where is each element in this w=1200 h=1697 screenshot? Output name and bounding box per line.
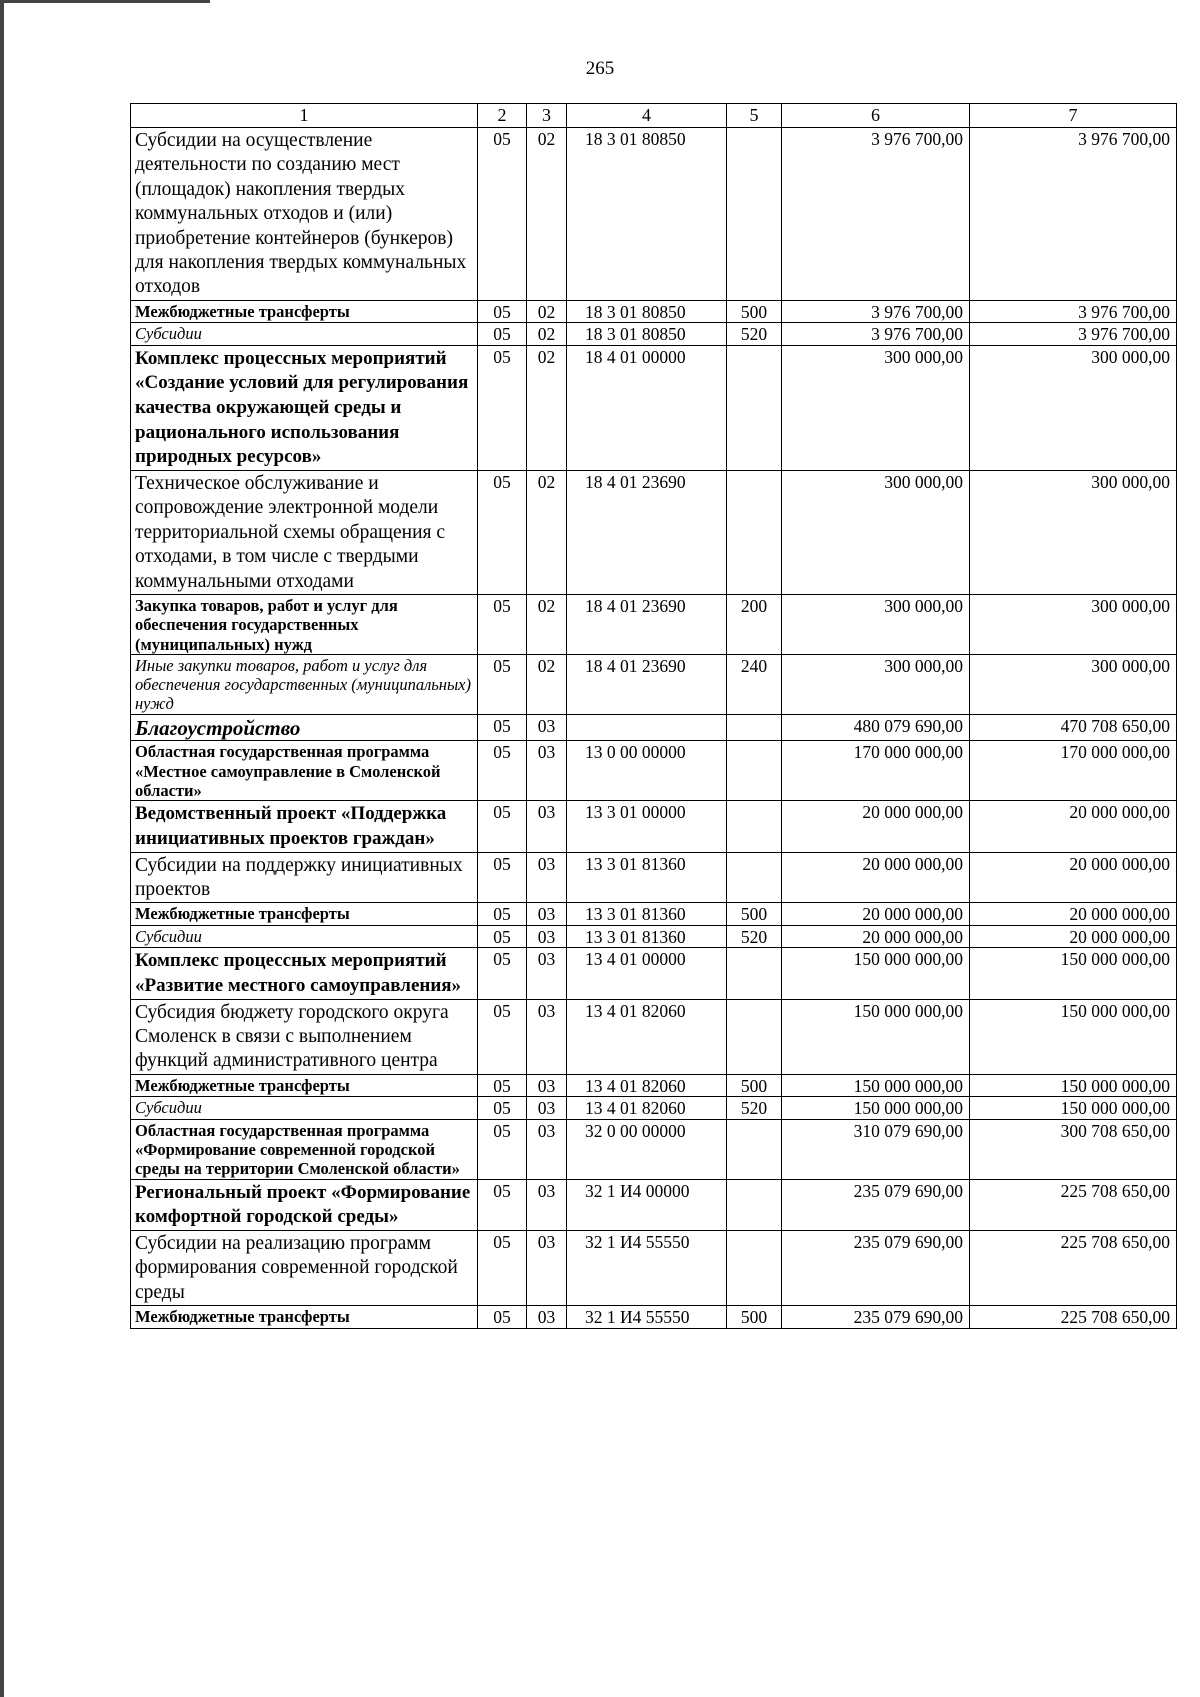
cell-sum-year-1: 3 976 700,00	[782, 128, 970, 301]
cell-name: Техническое обслуживание и сопровождение электронной модели территориальной схемы обращения с отходами, в том числе с твердыми коммунальными отходами	[131, 471, 478, 595]
cell-target-article: 32 0 00 00000	[567, 1119, 727, 1179]
cell-expense-type	[727, 948, 782, 999]
cell-sum-year-1: 300 000,00	[782, 471, 970, 595]
cell-target-article: 18 3 01 80850	[567, 323, 727, 345]
cell-sum-year-2: 20 000 000,00	[970, 903, 1177, 925]
cell-name: Ведомственный проект «Поддержка инициативных проектов граждан»	[131, 801, 478, 852]
cell-subsection: 03	[527, 1230, 567, 1305]
cell-expense-type: 500	[727, 300, 782, 322]
cell-target-article: 13 3 01 00000	[567, 801, 727, 852]
cell-name: Субсидии на реализацию программ формирования современной городской среды	[131, 1230, 478, 1305]
cell-subsection: 02	[527, 300, 567, 322]
cell-section: 05	[478, 471, 527, 595]
cell-expense-type	[727, 1119, 782, 1179]
cell-name: Благоустройство	[131, 714, 478, 741]
table-row	[131, 1179, 1177, 1230]
cell-expense-type: 500	[727, 1074, 782, 1096]
cell-section: 05	[478, 128, 527, 301]
cell-target-article: 13 3 01 81360	[567, 852, 727, 903]
cell-target-article	[567, 714, 727, 741]
cell-sum-year-1: 300 000,00	[782, 345, 970, 470]
cell-target-article: 13 4 01 82060	[567, 999, 727, 1074]
header-col-1: 1	[131, 104, 478, 128]
table-row	[131, 903, 1177, 925]
table-row	[131, 1119, 1177, 1179]
cell-expense-type	[727, 714, 782, 741]
cell-subsection: 03	[527, 903, 567, 925]
cell-name: Межбюджетные трансферты	[131, 1074, 478, 1096]
cell-target-article: 13 3 01 81360	[567, 925, 727, 947]
cell-name: Межбюджетные трансферты	[131, 1306, 478, 1328]
table-row	[131, 999, 1177, 1074]
cell-section: 05	[478, 999, 527, 1074]
cell-expense-type: 520	[727, 925, 782, 947]
header-col-6: 6	[782, 104, 970, 128]
table-row	[131, 1306, 1177, 1328]
cell-sum-year-1: 300 000,00	[782, 594, 970, 654]
cell-target-article: 18 3 01 80850	[567, 300, 727, 322]
cell-section: 05	[478, 1097, 527, 1119]
header-col-7: 7	[970, 104, 1177, 128]
cell-sum-year-2: 150 000 000,00	[970, 948, 1177, 999]
header-col-5: 5	[727, 104, 782, 128]
cell-subsection: 02	[527, 594, 567, 654]
cell-name: Субсидия бюджету городского округа Смоленск в связи с выполнением функций административного центра	[131, 999, 478, 1074]
cell-sum-year-2: 300 000,00	[970, 594, 1177, 654]
cell-sum-year-2: 300 000,00	[970, 471, 1177, 595]
budget-table	[130, 103, 1177, 1329]
cell-subsection: 03	[527, 1119, 567, 1179]
cell-sum-year-1: 20 000 000,00	[782, 801, 970, 852]
cell-sum-year-2: 225 708 650,00	[970, 1179, 1177, 1230]
cell-sum-year-1: 3 976 700,00	[782, 323, 970, 345]
table-row	[131, 741, 1177, 801]
cell-target-article: 18 4 01 00000	[567, 345, 727, 470]
cell-target-article: 13 3 01 81360	[567, 903, 727, 925]
cell-sum-year-2: 300 000,00	[970, 345, 1177, 470]
cell-section: 05	[478, 1230, 527, 1305]
cell-target-article: 18 3 01 80850	[567, 128, 727, 301]
cell-sum-year-1: 150 000 000,00	[782, 948, 970, 999]
cell-target-article: 18 4 01 23690	[567, 594, 727, 654]
cell-sum-year-2: 3 976 700,00	[970, 128, 1177, 301]
cell-subsection: 03	[527, 1074, 567, 1096]
cell-subsection: 03	[527, 925, 567, 947]
cell-name: Субсидии на поддержку инициативных проектов	[131, 852, 478, 903]
cell-sum-year-2: 150 000 000,00	[970, 999, 1177, 1074]
cell-sum-year-1: 20 000 000,00	[782, 925, 970, 947]
cell-expense-type	[727, 1179, 782, 1230]
cell-name: Субсидии	[131, 1097, 478, 1119]
cell-expense-type	[727, 852, 782, 903]
cell-section: 05	[478, 1179, 527, 1230]
header-col-4: 4	[567, 104, 727, 128]
scan-border-top	[0, 0, 210, 3]
cell-expense-type	[727, 741, 782, 801]
cell-target-article: 13 4 01 00000	[567, 948, 727, 999]
cell-name: Межбюджетные трансферты	[131, 300, 478, 322]
header-col-3: 3	[527, 104, 567, 128]
cell-subsection: 03	[527, 999, 567, 1074]
cell-section: 05	[478, 801, 527, 852]
cell-name: Субсидии на осуществление деятельности по созданию мест (площадок) накопления твердых коммунальных отходов и (или) приобретение контейнеров (бункеров) для накопления твердых коммунальных отходов	[131, 128, 478, 301]
cell-section: 05	[478, 654, 527, 714]
table-row	[131, 594, 1177, 654]
table-row	[131, 852, 1177, 903]
cell-name: Комплекс процессных мероприятий «Создание условий для регулирования качества окружающей среды и рационального использования природных ресурсов»	[131, 345, 478, 470]
cell-expense-type: 240	[727, 654, 782, 714]
table-row	[131, 300, 1177, 322]
cell-sum-year-2: 20 000 000,00	[970, 925, 1177, 947]
header-row	[131, 104, 1177, 128]
cell-section: 05	[478, 741, 527, 801]
cell-sum-year-1: 20 000 000,00	[782, 852, 970, 903]
cell-sum-year-2: 300 000,00	[970, 654, 1177, 714]
cell-expense-type	[727, 345, 782, 470]
cell-sum-year-1: 150 000 000,00	[782, 999, 970, 1074]
cell-sum-year-2: 20 000 000,00	[970, 801, 1177, 852]
cell-section: 05	[478, 594, 527, 654]
cell-sum-year-1: 150 000 000,00	[782, 1074, 970, 1096]
cell-name: Областная государственная программа «Формирование современной городской среды на территории Смоленской области»	[131, 1119, 478, 1179]
table-row	[131, 925, 1177, 947]
cell-sum-year-1: 3 976 700,00	[782, 300, 970, 322]
table-row	[131, 948, 1177, 999]
cell-subsection: 02	[527, 471, 567, 595]
cell-section: 05	[478, 948, 527, 999]
cell-target-article: 18 4 01 23690	[567, 654, 727, 714]
cell-sum-year-2: 300 708 650,00	[970, 1119, 1177, 1179]
cell-section: 05	[478, 1119, 527, 1179]
cell-subsection: 02	[527, 323, 567, 345]
cell-expense-type	[727, 471, 782, 595]
cell-section: 05	[478, 323, 527, 345]
cell-name: Областная государственная программа «Местное самоуправление в Смоленской области»	[131, 741, 478, 801]
cell-expense-type: 520	[727, 323, 782, 345]
table-row	[131, 1230, 1177, 1305]
cell-target-article: 32 1 И4 55550	[567, 1306, 727, 1328]
cell-subsection: 03	[527, 1179, 567, 1230]
cell-expense-type	[727, 1230, 782, 1305]
cell-target-article: 13 0 00 00000	[567, 741, 727, 801]
cell-sum-year-2: 170 000 000,00	[970, 741, 1177, 801]
cell-sum-year-2: 225 708 650,00	[970, 1230, 1177, 1305]
table-row	[131, 801, 1177, 852]
page-number: 265	[585, 58, 615, 79]
cell-expense-type: 520	[727, 1097, 782, 1119]
cell-sum-year-1: 150 000 000,00	[782, 1097, 970, 1119]
cell-name: Субсидии	[131, 323, 478, 345]
cell-subsection: 03	[527, 741, 567, 801]
table-row	[131, 471, 1177, 595]
cell-sum-year-1: 480 079 690,00	[782, 714, 970, 741]
cell-target-article: 18 4 01 23690	[567, 471, 727, 595]
cell-sum-year-2: 3 976 700,00	[970, 300, 1177, 322]
cell-name: Иные закупки товаров, работ и услуг для обеспечения государственных (муниципальных) нужд	[131, 654, 478, 714]
scan-border-left	[0, 0, 4, 1697]
table-row	[131, 1097, 1177, 1119]
table-row	[131, 323, 1177, 345]
cell-section: 05	[478, 714, 527, 741]
cell-expense-type: 200	[727, 594, 782, 654]
cell-sum-year-2: 20 000 000,00	[970, 852, 1177, 903]
cell-section: 05	[478, 1074, 527, 1096]
cell-sum-year-1: 310 079 690,00	[782, 1119, 970, 1179]
cell-sum-year-2: 150 000 000,00	[970, 1097, 1177, 1119]
cell-name: Межбюджетные трансферты	[131, 903, 478, 925]
cell-sum-year-1: 300 000,00	[782, 654, 970, 714]
cell-expense-type	[727, 999, 782, 1074]
cell-section: 05	[478, 300, 527, 322]
table-row	[131, 1074, 1177, 1096]
cell-subsection: 03	[527, 1097, 567, 1119]
cell-sum-year-1: 235 079 690,00	[782, 1230, 970, 1305]
cell-expense-type	[727, 801, 782, 852]
cell-name: Субсидии	[131, 925, 478, 947]
cell-sum-year-1: 20 000 000,00	[782, 903, 970, 925]
cell-expense-type: 500	[727, 1306, 782, 1328]
cell-name: Комплекс процессных мероприятий «Развитие местного самоуправления»	[131, 948, 478, 999]
header-col-2: 2	[478, 104, 527, 128]
cell-sum-year-2: 3 976 700,00	[970, 323, 1177, 345]
table-row	[131, 654, 1177, 714]
cell-expense-type: 500	[727, 903, 782, 925]
cell-target-article: 32 1 И4 00000	[567, 1179, 727, 1230]
cell-section: 05	[478, 852, 527, 903]
cell-subsection: 02	[527, 128, 567, 301]
cell-subsection: 03	[527, 1306, 567, 1328]
cell-sum-year-1: 235 079 690,00	[782, 1179, 970, 1230]
cell-section: 05	[478, 903, 527, 925]
cell-target-article: 32 1 И4 55550	[567, 1230, 727, 1305]
cell-sum-year-1: 235 079 690,00	[782, 1306, 970, 1328]
cell-subsection: 02	[527, 345, 567, 470]
cell-subsection: 03	[527, 852, 567, 903]
cell-section: 05	[478, 1306, 527, 1328]
cell-subsection: 03	[527, 801, 567, 852]
cell-sum-year-2: 150 000 000,00	[970, 1074, 1177, 1096]
cell-subsection: 03	[527, 948, 567, 999]
cell-subsection: 03	[527, 714, 567, 741]
cell-target-article: 13 4 01 82060	[567, 1074, 727, 1096]
cell-name: Закупка товаров, работ и услуг для обеспечения государственных (муниципальных) нужд	[131, 594, 478, 654]
cell-sum-year-1: 170 000 000,00	[782, 741, 970, 801]
cell-sum-year-2: 225 708 650,00	[970, 1306, 1177, 1328]
cell-subsection: 02	[527, 654, 567, 714]
cell-section: 05	[478, 345, 527, 470]
table-body	[131, 104, 1177, 1329]
cell-section: 05	[478, 925, 527, 947]
cell-name: Региональный проект «Формирование комфортной городской среды»	[131, 1179, 478, 1230]
table-row	[131, 128, 1177, 301]
cell-sum-year-2: 470 708 650,00	[970, 714, 1177, 741]
table-row	[131, 345, 1177, 470]
cell-expense-type	[727, 128, 782, 301]
cell-target-article: 13 4 01 82060	[567, 1097, 727, 1119]
table-row	[131, 714, 1177, 741]
